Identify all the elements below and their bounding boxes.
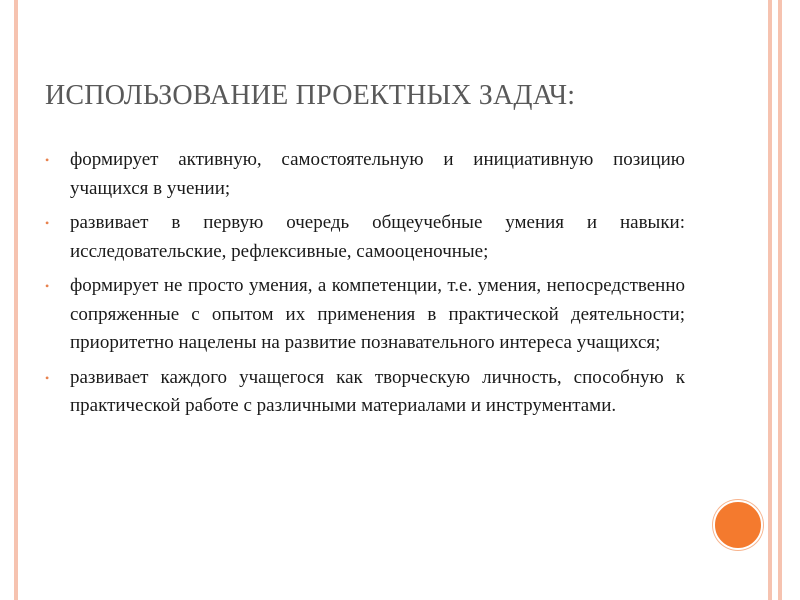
bullet-item xyxy=(45,146,685,203)
bullet-item xyxy=(45,209,685,266)
slide-title: ИСПОЛЬЗОВАНИЕ ПРОЕКТНЫХ ЗАДАЧ: xyxy=(45,80,576,111)
bullet-text: формирует не просто умения, а компетенции, т.е. умения, непосредственно сопряженные с опытом их применения в практической деятельности; приоритетно нацелены на развитие познавательного интереса учащихся; xyxy=(70,275,685,353)
bullet-dot-icon: • xyxy=(45,370,50,385)
bullet-text: развивает в первую очередь общеучебные умения и навыки: исследовательские, рефлексивные, самооценочные; xyxy=(70,212,685,262)
bullet-dot-icon: • xyxy=(45,216,50,230)
bullet-dot-icon: • xyxy=(45,153,50,167)
left-frame-line xyxy=(14,0,18,600)
accent-circle xyxy=(713,500,763,550)
bullet-list xyxy=(45,146,685,427)
bullet-text: формирует активную, самостоятельную и инициативную позицию учащихся в учении; xyxy=(70,149,685,199)
right-frame-line-outer xyxy=(768,0,772,600)
right-frame-line-inner xyxy=(778,0,782,600)
bullet-item xyxy=(45,364,685,421)
bullet-dot-icon: • xyxy=(45,279,50,293)
bullet-item xyxy=(45,272,685,358)
bullet-text: развивает каждого учащегося как творческую личность, способную к практической работе с различными материалами и инструментами. xyxy=(70,366,685,416)
